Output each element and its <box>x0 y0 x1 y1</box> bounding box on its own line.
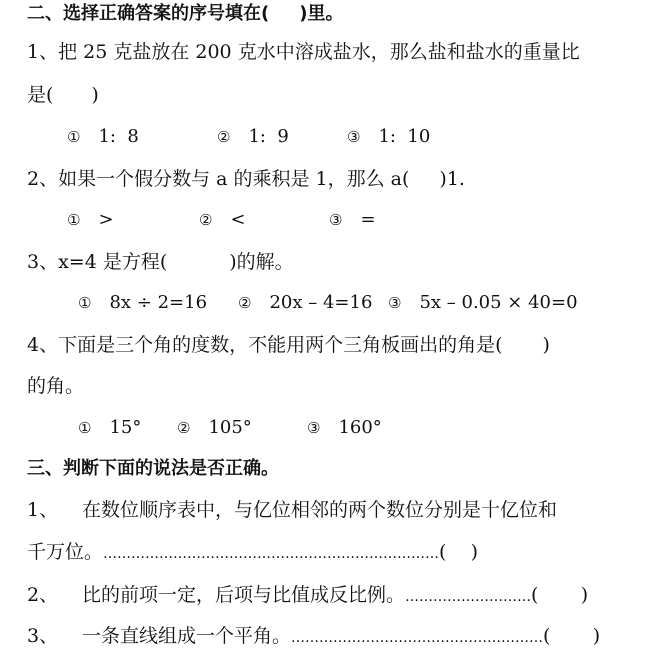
section-heading-judge: 三、判断下面的说法是否正确。 <box>27 458 279 479</box>
question-1-option-1[interactable] <box>67 125 139 149</box>
question-1-answer-prefix: 是( <box>27 84 54 106</box>
option-marker: ① <box>78 294 92 312</box>
question-2-option-1[interactable] <box>67 208 114 232</box>
judge-item-1-answer-box[interactable]: ( ) <box>439 541 478 563</box>
heading-text: 二、选择正确答案的序号填在( <box>27 3 270 24</box>
option-marker: ① <box>78 419 92 437</box>
judge-item-3-text: 一条直线组成一个平角。 <box>82 625 292 647</box>
option-text: < <box>230 209 246 230</box>
question-2-text-end: )1. <box>439 168 465 190</box>
option-marker: ③ <box>388 294 402 312</box>
option-marker: ③ <box>347 128 361 146</box>
judge-item-2-number: 2、 <box>27 584 59 606</box>
heading-text-end: )里。 <box>299 3 344 24</box>
leader-dots: ……………………………………………… <box>291 630 544 646</box>
question-3-text-end: )的解。 <box>229 251 294 273</box>
option-text: > <box>98 209 114 230</box>
option-text: 20x – 4=16 <box>269 292 373 313</box>
leader-dots: ……………………………………………………………… <box>103 546 440 562</box>
question-4-text: 4、下面是三个角的度数，不能用两个三角板画出的角是( <box>27 334 503 356</box>
question-4-line-1 <box>27 333 550 357</box>
question-1-answer-suffix: ) <box>91 84 99 106</box>
option-marker: ② <box>199 211 213 229</box>
judge-item-1-line-2 <box>27 540 478 566</box>
option-marker: ③ <box>329 211 343 229</box>
question-3-option-3[interactable] <box>388 291 578 315</box>
judge-item-3-answer-box[interactable]: ( ) <box>543 625 601 647</box>
question-3-option-2[interactable] <box>238 291 372 315</box>
option-text: = <box>360 209 376 230</box>
question-4-option-1[interactable] <box>78 416 141 440</box>
judge-item-3-number: 3、 <box>27 625 59 647</box>
question-4-line-2: 的角。 <box>27 375 85 397</box>
judge-item-2-line <box>82 583 588 609</box>
option-marker: ① <box>67 128 81 146</box>
question-2-option-2[interactable] <box>199 208 246 232</box>
option-text: 15° <box>109 417 142 438</box>
option-text: 105° <box>208 417 252 438</box>
option-text: 5x – 0.05 × 40=0 <box>419 292 578 313</box>
judge-item-3-line <box>82 624 600 650</box>
option-marker: ② <box>238 294 252 312</box>
question-4-option-2[interactable] <box>177 416 252 440</box>
judge-item-1-text-end: 千万位。 <box>27 541 104 563</box>
option-text: 1: 9 <box>248 126 289 147</box>
judge-item-2-answer-box[interactable]: ( ) <box>531 584 589 606</box>
question-2-text: 2、如果一个假分数与 a 的乘积是 1，那么 a( <box>27 168 410 190</box>
question-2-line-1 <box>27 167 465 191</box>
option-text: 1: 10 <box>378 126 431 147</box>
option-text: 160° <box>338 417 382 438</box>
section-heading-choice <box>27 2 343 26</box>
option-text: 8x ÷ 2=16 <box>109 292 208 313</box>
question-3-line-1 <box>27 250 294 274</box>
option-marker: ① <box>67 211 81 229</box>
option-marker: ③ <box>307 419 321 437</box>
judge-item-2-text: 比的前项一定，后项与比值成反比例。 <box>82 584 406 606</box>
question-2-option-3[interactable] <box>329 208 376 232</box>
question-1-option-2[interactable] <box>217 125 289 149</box>
question-1-line-2 <box>27 83 99 107</box>
option-marker: ② <box>217 128 231 146</box>
question-1-option-3[interactable] <box>347 125 430 149</box>
question-3-option-1[interactable] <box>78 291 207 315</box>
judge-item-1-text: 在数位顺序表中，与亿位相邻的两个数位分别是十亿位和 <box>82 499 558 521</box>
option-marker: ② <box>177 419 191 437</box>
question-3-text: 3、x=4 是方程( <box>27 251 168 273</box>
question-4-text-end: ) <box>542 334 550 356</box>
question-1-line-1: 1、把 25 克盐放在 200 克水中溶成盐水，那么盐和盐水的重量比 <box>27 41 580 63</box>
option-text: 1: 8 <box>98 126 139 147</box>
leader-dots: ……………………… <box>405 589 532 605</box>
judge-item-1-number: 1、 <box>27 499 59 521</box>
question-4-option-3[interactable] <box>307 416 382 440</box>
